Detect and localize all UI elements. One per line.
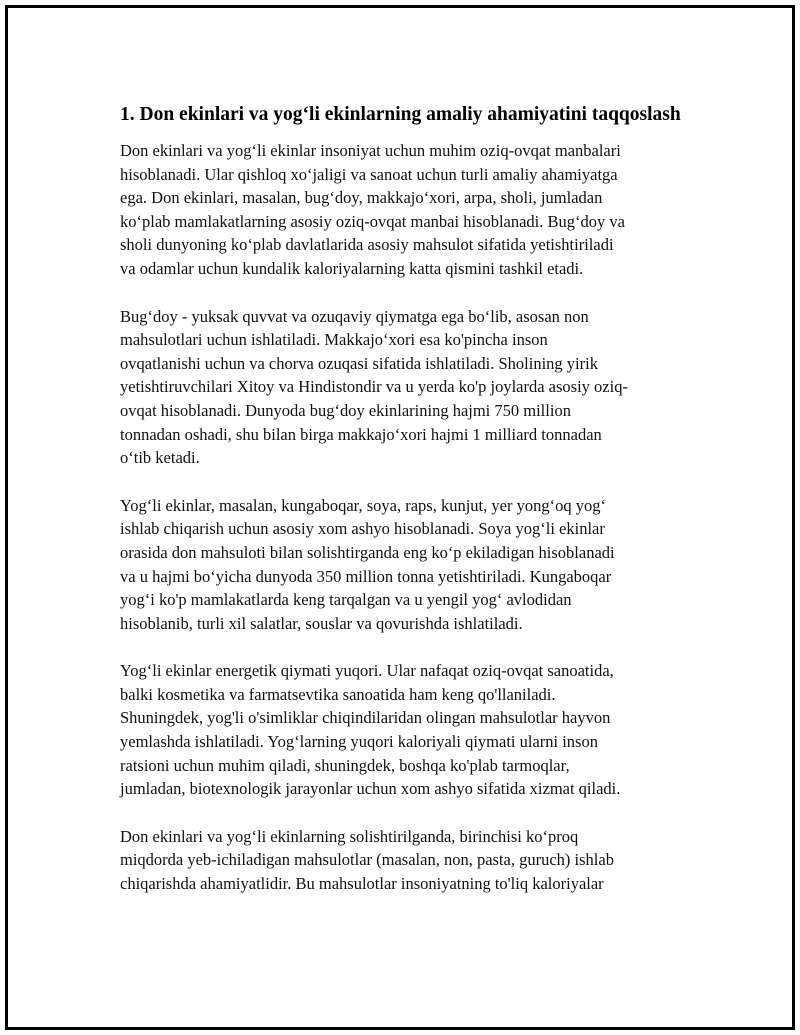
paragraph-1: Don ekinlari va yog‘li ekinlar insoniyat uchun muhim oziq-ovqat manbalari hisoblanadi. Ular qishloq xo‘jaligi va sanoat uchun turli amaliy ahamiyatga ega. Don ekinlari, masalan, bug‘doy, makkajo‘xori, arpa, sholi, jumladan ko‘plab mamlakatlarning asosiy oziq-ovqat manbai hisoblanadi. Bug‘doy va sholi dunyoning ko‘plab davlatlarida asosiy mahsulot sifatida yetishtiriladi va odamlar uchun kundalik kaloriyalarning katta qismini tashkil etadi.: [120, 141, 625, 278]
paragraph-3: Yog‘li ekinlar, masalan, kungaboqar, soya, raps, kunjut, yer yong‘oq yog‘ ishlab chiqarish uchun asosiy xom ashyo hisoblanadi. Soya yog‘li ekinlar orasida don mahsuloti bilan solishtirganda eng ko‘p ekiladigan hisoblanadi va u hajmi bo‘yicha dunyoda 350 million tonna yetishtiriladi. Kungaboqar yog‘i ko'p mamlakatlarda keng tarqalgan va u yengil yog‘ avlodidan hisoblanib, turli xil salatlar, souslar va qovurishda ishlatiladi.: [120, 495, 615, 633]
section-title: 1. Don ekinlari va yog‘li ekinlarning amaliy ahamiyatini taqqoslash: [120, 104, 681, 125]
paragraph-2: Bug‘doy - yuksak quvvat va ozuqaviy qiymatga ega bo‘lib, asosan non mahsulotlari uchun ishlatiladi. Makkajo‘xori esa ko'pincha inson ovqatlanishi uchun va chorva ozuqasi sifatida ishlatiladi. Sholining yirik yetishtiruvchilari Xitoy va Hindistondir va u yerda ko'p joylarda asosiy oziq- ovqat hisoblanadi. Dunyoda bug‘doy ekinlarining hajmi 750 million tonnadan oshadi, shu bilan birga makkajo‘xori hajmi 1 milliard tonnadan o‘tib ketadi.: [120, 306, 628, 468]
page-frame: [5, 5, 795, 1030]
document-body: [120, 101, 705, 920]
paragraph-5: Don ekinlari va yog‘li ekinlarning solishtirilganda, birinchisi ko‘proq miqdorda yeb-ichiladigan mahsulotlar (masalan, non, pasta, guruch) ishlab chiqarishda ahamiyatlidir. Bu mahsulotlar insoniyatning to'liq kaloriyalar: [120, 826, 614, 894]
paragraph-4: Yog‘li ekinlar energetik qiymati yuqori. Ular nafaqat oziq-ovqat sanoatida, balki kosmetika va farmatsevtika sanoatida ham keng qo'llaniladi. Shuningdek, yog'li o'simliklar chiqindilaridan olingan mahsulotlar hayvon yemlashda ishlatiladi. Yog‘larning yuqori kaloriyali qiymati ularni inson ratsioni uchun muhim qiladi, shuningdek, boshqa ko'plab tarmoqlar, jumladan, biotexnologik jarayonlar uchun xom ashyo sifatida xizmat qiladi.: [120, 661, 621, 799]
